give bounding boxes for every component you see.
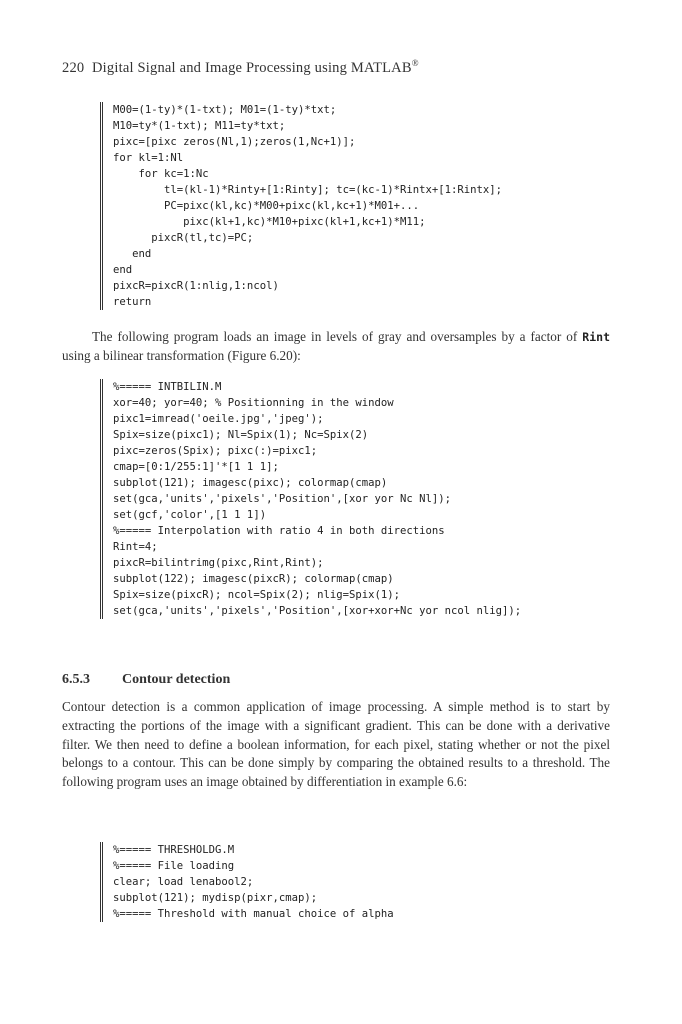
paragraph-intro-intbilin — [62, 328, 610, 366]
section-title: Contour detection — [122, 672, 231, 687]
code-line: end — [113, 264, 133, 276]
registered-trademark: ® — [411, 58, 419, 68]
code-line: return — [113, 296, 152, 308]
code-line: subplot(121); mydisp(pixr,cmap); — [113, 892, 318, 904]
code-line: pixc1=imread('oeile.jpg','jpeg'); — [113, 413, 324, 425]
code-block-thresholdg — [100, 842, 394, 922]
section-number: 6.5.3 — [62, 672, 90, 687]
paragraph-contour-detection — [62, 698, 610, 792]
code-line: tl=(kl-1)*Rinty+[1:Rinty]; tc=(kc-1)*Rintx+[1:Rintx]; — [113, 184, 503, 196]
code-line: pixc(kl+1,kc)*M10+pixc(kl+1,kc+1)*M11; — [113, 216, 426, 228]
code-line: for kc=1:Nc — [113, 168, 209, 180]
code-line: Spix=size(pixc1); Nl=Spix(1); Nc=Spix(2) — [113, 429, 369, 441]
code-line: pixc=[pixc zeros(Nl,1);zeros(1,Nc+1)]; — [113, 136, 356, 148]
code-line: xor=40; yor=40; % Positionning in the window — [113, 397, 394, 409]
running-header — [62, 58, 419, 77]
book-title: Digital Signal and Image Processing using MATLAB — [92, 59, 412, 76]
code-line: set(gcf,'color',[1 1 1]) — [113, 509, 267, 521]
code-block-intbilin — [100, 379, 521, 619]
code-line: M10=ty*(1-txt); M11=ty*txt; — [113, 120, 286, 132]
code-block-bilinear-interpolation — [100, 102, 502, 310]
code-line: subplot(122); imagesc(pixcR); colormap(cmap) — [113, 573, 394, 585]
code-line: M00=(1-ty)*(1-txt); M01=(1-ty)*txt; — [113, 104, 337, 116]
code-line: subplot(121); imagesc(pixc); colormap(cmap) — [113, 477, 388, 489]
code-line: %===== Interpolation with ratio 4 in both directions — [113, 525, 445, 537]
code-line: Rint=4; — [113, 541, 158, 553]
code-line: for kl=1:Nl — [113, 152, 184, 164]
code-line: set(gca,'units','pixels','Position',[xor+xor+Nc yor ncol nlig]); — [113, 605, 522, 617]
code-line: Spix=size(pixcR); ncol=Spix(2); nlig=Spix(1); — [113, 589, 401, 601]
code-line: %===== THRESHOLDG.M — [113, 844, 235, 856]
paragraph-text: Contour detection is a common application of image processing. A simple method is to start by extracting the portions of the image with a significant gradient. This can be done with a derivative filter. We then need to define a boolean information, for each pixel, stating whether or not the pixel belongs to a contour. This can be done simply by comparing the obtained results to a threshold. The following program uses an image obtained by differentiation in example 6.6: — [62, 699, 610, 790]
paragraph-text: using a bilinear transformation (Figure 6.20): — [62, 347, 301, 363]
code-line: %===== File loading — [113, 860, 235, 872]
inline-code-rint: Rint — [582, 330, 610, 344]
code-line: pixcR(tl,tc)=PC; — [113, 232, 254, 244]
section-heading — [62, 672, 230, 688]
code-line: end — [113, 248, 152, 260]
code-line: clear; load lenabool2; — [113, 876, 254, 888]
code-line: pixcR=pixcR(1:nlig,1:ncol) — [113, 280, 279, 292]
code-line: set(gca,'units','pixels','Position',[xor yor Nc Nl]); — [113, 493, 452, 505]
code-line: pixcR=bilintrimg(pixc,Rint,Rint); — [113, 557, 324, 569]
code-line: PC=pixc(kl,kc)*M00+pixc(kl,kc+1)*M01+... — [113, 200, 420, 212]
code-line: pixc=zeros(Spix); pixc(:)=pixc1; — [113, 445, 318, 457]
page-number: 220 — [62, 59, 85, 76]
code-line: cmap=[0:1/255:1]'*[1 1 1]; — [113, 461, 279, 473]
code-line: %===== Threshold with manual choice of alpha — [113, 908, 394, 920]
code-line: %===== INTBILIN.M — [113, 381, 222, 393]
paragraph-text: The following program loads an image in levels of gray and oversamples by a factor of — [92, 329, 583, 344]
